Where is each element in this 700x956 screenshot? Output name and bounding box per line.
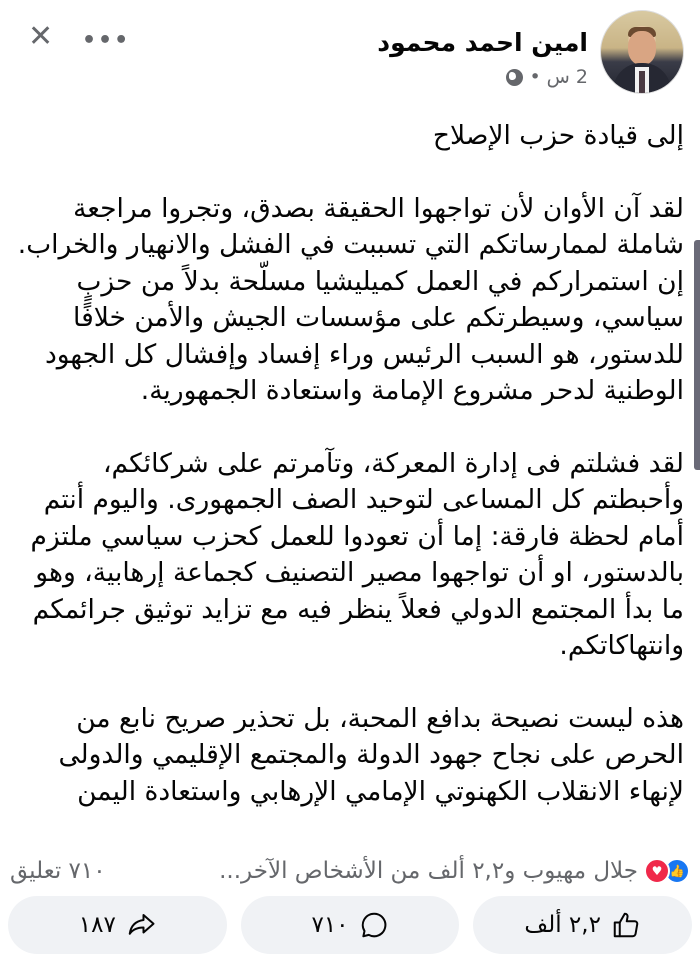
comments-count[interactable]: ٧١٠ تعليق	[10, 858, 106, 884]
separator-dot: •	[529, 66, 541, 88]
scrollbar[interactable]	[694, 240, 700, 470]
like-button[interactable]	[473, 896, 692, 954]
comment-count: ٧١٠	[311, 912, 349, 938]
post-header	[0, 0, 700, 110]
share-count: ١٨٧	[78, 912, 116, 938]
share-button[interactable]	[8, 896, 227, 954]
post-paragraph-3: هذه ليست نصيحة بدافع المحبة، بل تحذير صريح نابع من الحرص على نجاح جهود الدولة والمجتمع الإقليمي والدولى لإنهاء الانقلاب الكهنوتي الإمامي الإرهابي واستعادة اليمن	[58, 702, 684, 807]
like-icon: 👍	[664, 858, 690, 884]
share-icon	[126, 910, 156, 940]
post-body	[14, 118, 684, 846]
love-icon: ♥	[644, 858, 670, 884]
post-title: إلى قيادة حزب الإصلاح	[432, 120, 684, 151]
like-count: ٢,٢ ألف	[524, 912, 601, 938]
reactions-summary[interactable]: جلال مهيوب و٢,٢ ألف من الأشخاص الآخر...	[219, 858, 638, 884]
post-meta	[506, 66, 588, 88]
globe-icon	[506, 69, 523, 86]
reaction-icons	[644, 858, 690, 884]
thumbs-up-icon	[611, 910, 641, 940]
post-time[interactable]: 2 س	[546, 66, 588, 88]
author-name[interactable]: امين احمد محمود	[377, 28, 588, 57]
post-paragraph-2: لقد فشلتم فى إدارة المعركة، وتآمرتم على شركائكم، وأحبطتم كل المساعى لتوحيد الصف الجمهورى. واليوم أنتم أمام لحظة فارقة: إما أن تعودوا للعمل كحزب سياسي ملتزم بالدستور، او أن تواجهوا مصير التصنيف كجماعة إرهابية، وهو ما بدأ المجتمع الدولي فعلاً ينظر فيه مع تزايد توثيق جرائمكم وانتهاكاتكم.	[30, 447, 684, 661]
reactions-bar[interactable]	[10, 858, 690, 884]
more-options-button[interactable]: •••	[82, 28, 131, 53]
author-avatar[interactable]	[600, 10, 684, 94]
comment-icon	[359, 910, 389, 940]
post-paragraph-1: لقد آن الأوان لأن تواجهوا الحقيقة بصدق، وتجروا مراجعة شاملة لممارساتكم التي تسببت في الفشل والانهيار والخراب. إن استمراركم في العمل كميليشيا مسلّحة بدلاً من حزبٍ سياسي، وسيطرتكم على مؤسسات الجيش والأمن خلافًا للدستور، هو السبب الرئيس وراء إفساد وإفشال كل الجهود الوطنية لدحر مشروع الإمامة واستعادة الجمهورية.	[17, 192, 684, 406]
action-bar	[0, 896, 700, 954]
comment-button[interactable]	[241, 896, 460, 954]
close-button[interactable]: ✕	[28, 19, 54, 54]
